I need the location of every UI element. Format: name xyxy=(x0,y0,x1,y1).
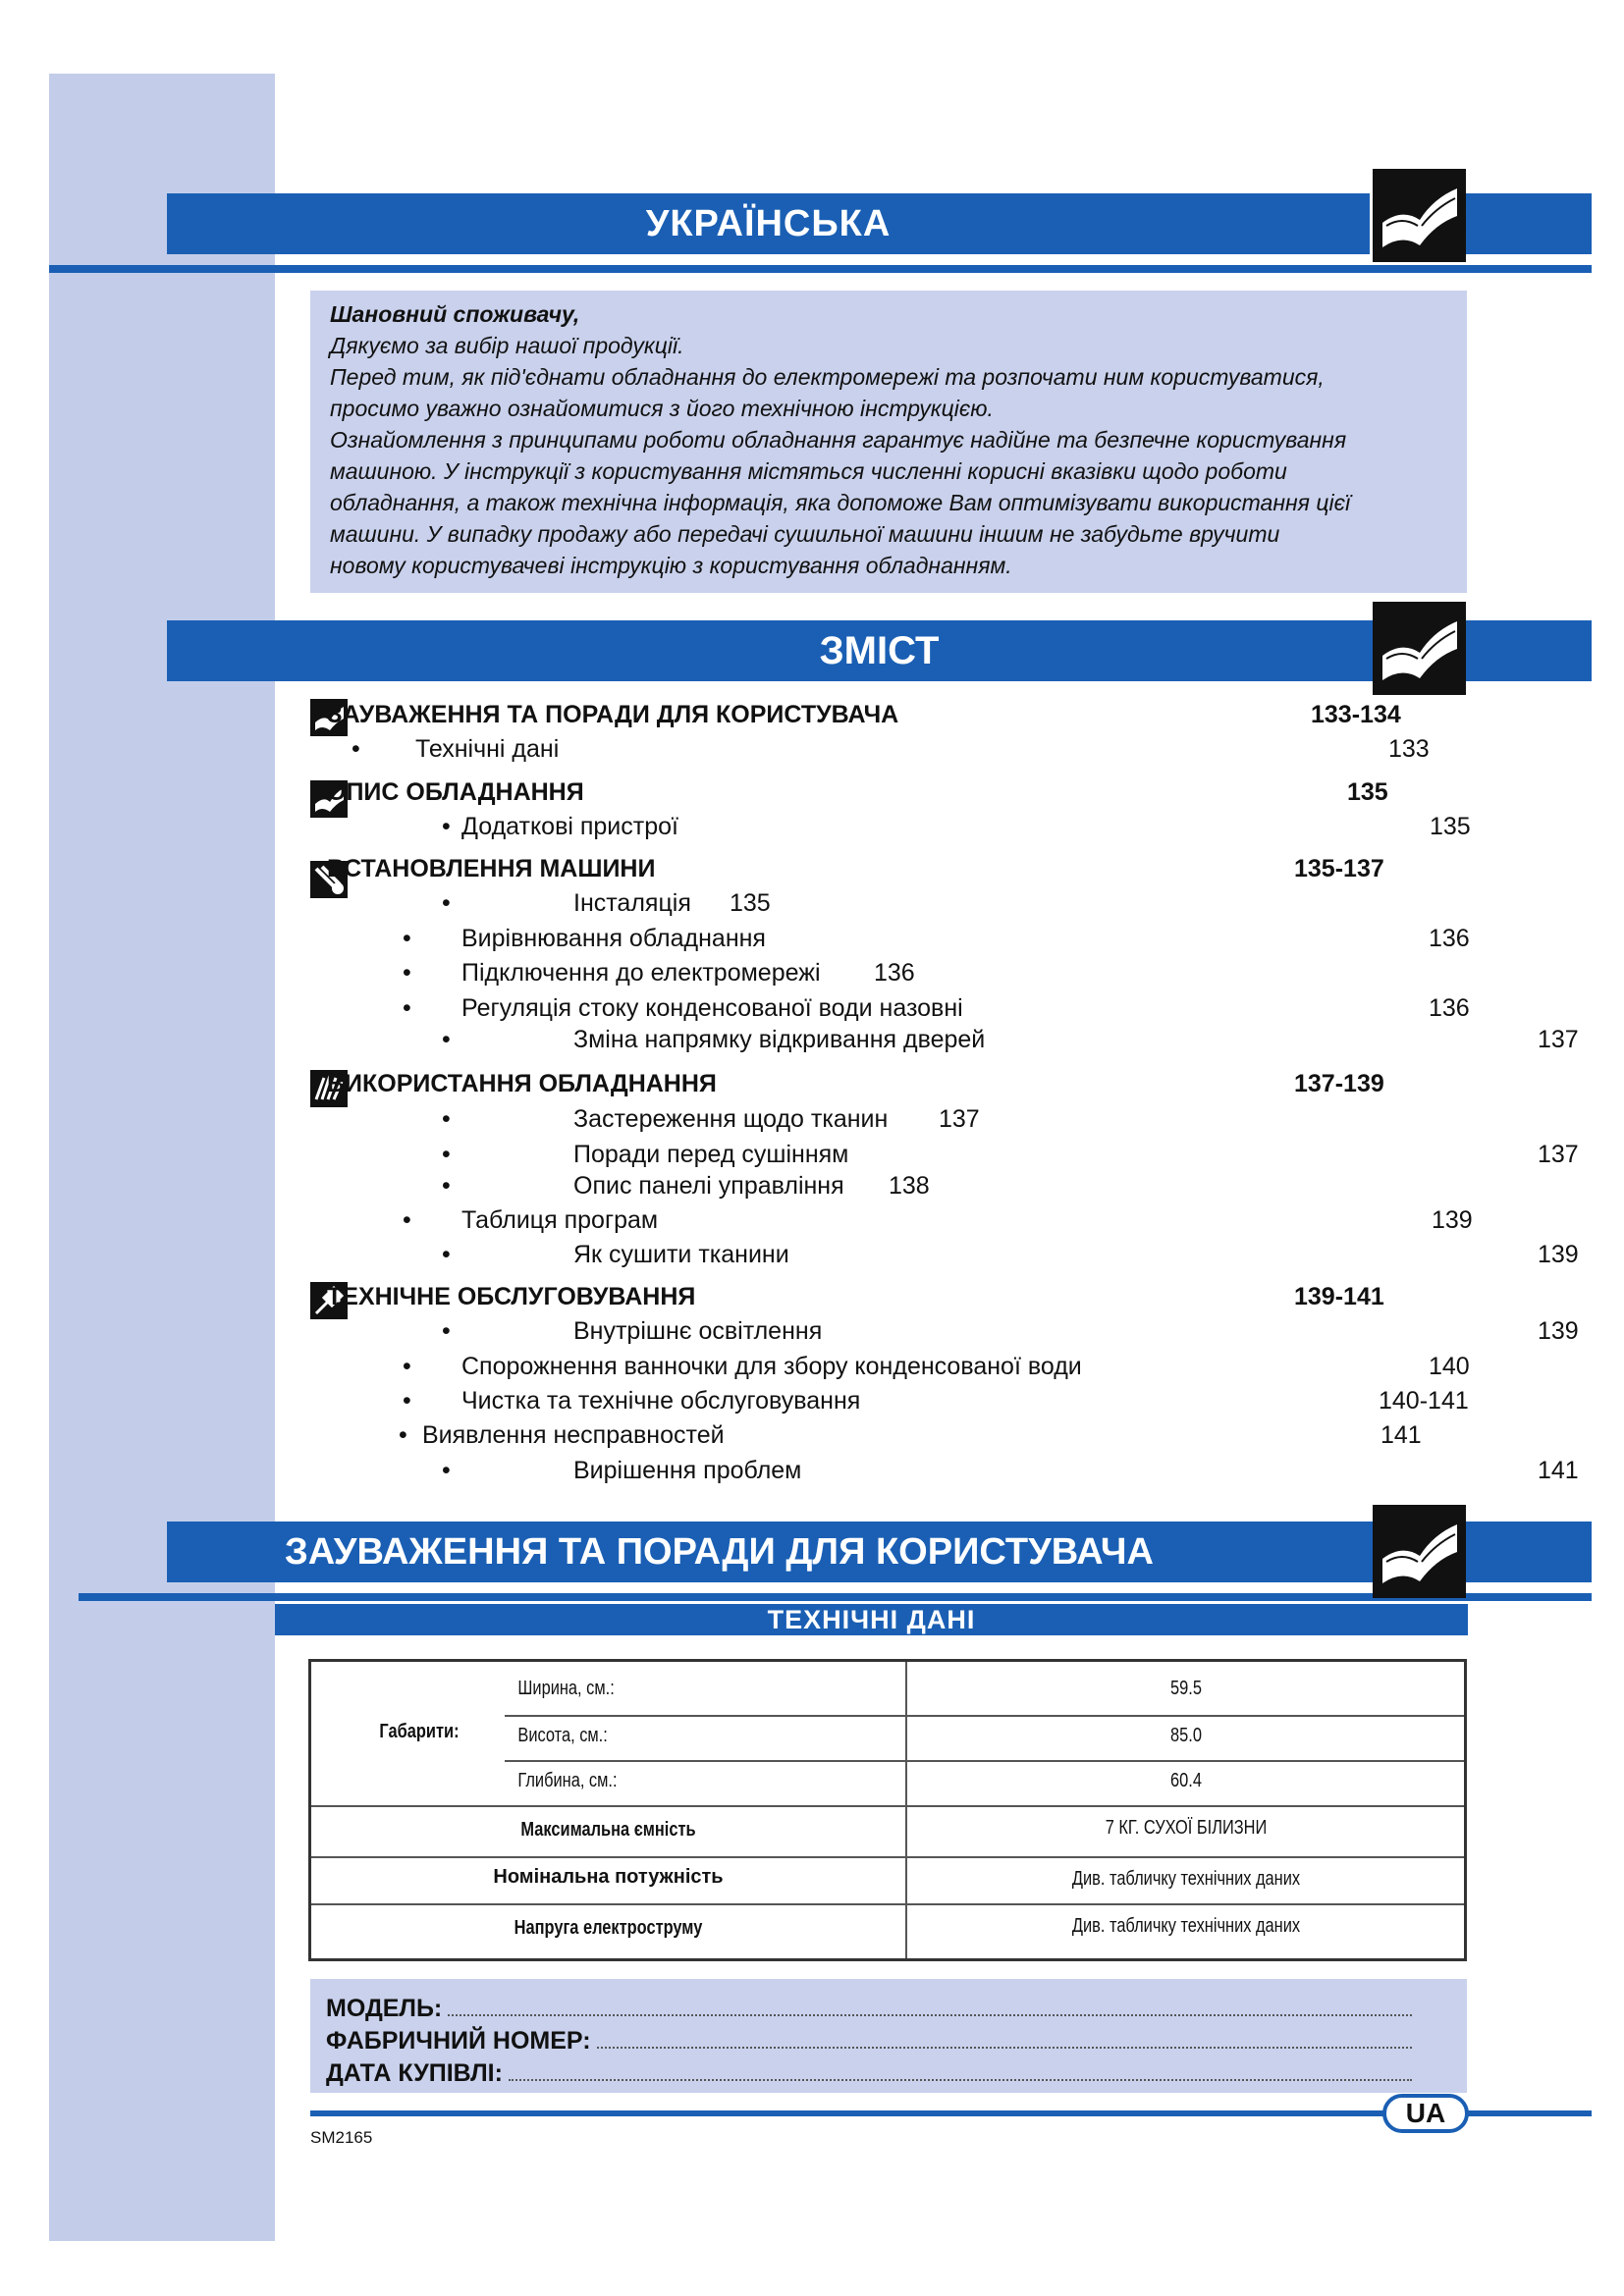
language-title: УКРАЇНСЬКА xyxy=(645,203,892,244)
toc-page: 135-137 xyxy=(1294,855,1384,882)
toc-page: 139 xyxy=(1538,1241,1579,1268)
toc-page: 137 xyxy=(1538,1026,1579,1053)
language-title-bar xyxy=(167,193,1370,254)
toc-title: ЗМІСТ xyxy=(819,629,940,672)
document-code: SM2165 xyxy=(310,2128,373,2147)
toc-page: 139 xyxy=(1432,1206,1473,1234)
toc-bullet: • xyxy=(403,1387,411,1415)
intro-line: Перед тим, як під'єднати обладнання до електромережі та розпочати ним користуватися, xyxy=(330,364,1325,390)
section-title: ЗАУВАЖЕННЯ ТА ПОРАДИ ДЛЯ КОРИСТУВАЧА xyxy=(285,1531,1154,1573)
capacity-label: Максимальна ємність xyxy=(520,1819,696,1841)
toc-heading[interactable]: ВИКОРИСТАННЯ ОБЛАДНАННЯ xyxy=(327,1070,717,1097)
model-row[interactable] xyxy=(326,1991,1451,2023)
toc-bullet: • xyxy=(399,1421,407,1449)
voltage-label: Напруга електроструму xyxy=(514,1917,703,1939)
capacity-value: 7 КГ. СУХОЇ БІЛИЗНИ xyxy=(1105,1817,1268,1839)
toc-page: 138 xyxy=(889,1172,930,1200)
date-label: ДАТА КУПІВЛІ: xyxy=(326,2059,503,2087)
width-label: Ширина, см.: xyxy=(517,1678,615,1699)
toc-item[interactable]: Вирішення проблем xyxy=(573,1457,802,1484)
toc-item[interactable]: Внутрішнє освітлення xyxy=(573,1317,823,1345)
toc-page: 141 xyxy=(1380,1421,1422,1449)
toc-item[interactable]: Чистка та технічне обслуговування xyxy=(461,1387,861,1415)
toc-bullet: • xyxy=(403,959,411,987)
toc-page: 140 xyxy=(1429,1353,1470,1380)
toc-page: 135 xyxy=(730,889,771,917)
power-value: Див. табличку технічних даних xyxy=(1071,1868,1301,1890)
open-book-icon xyxy=(1373,602,1466,695)
toc-item[interactable]: Виявлення несправностей xyxy=(422,1421,725,1449)
toc-item[interactable]: Регуляція стоку конденсованої води назовні xyxy=(461,994,963,1022)
depth-label: Глибина, см.: xyxy=(517,1770,618,1791)
toc-bullet: • xyxy=(442,1241,451,1268)
toc-item[interactable]: Поради перед сушінням xyxy=(573,1141,849,1168)
power-label: Номінальна потужність xyxy=(493,1866,724,1888)
header-underline xyxy=(49,265,1592,273)
dimensions-label: Габарити: xyxy=(379,1721,460,1742)
open-book-icon xyxy=(1373,169,1466,262)
toc-item[interactable]: Таблиця програм xyxy=(461,1206,659,1234)
section-underline xyxy=(79,1593,1592,1601)
toc-bullet: • xyxy=(403,1206,411,1234)
intro-greeting: Шановний споживачу, xyxy=(330,301,580,327)
toc-page: 139 xyxy=(1538,1317,1579,1345)
intro-line: Ознайомлення з принципами роботи обладнання гарантує надійне та безпечне користування xyxy=(330,427,1347,453)
toc-bullet: • xyxy=(403,1353,411,1380)
toc-bullet: • xyxy=(442,1026,451,1053)
toc-bullet: • xyxy=(442,1317,451,1345)
toc-item[interactable]: Застереження щодо тканин xyxy=(573,1105,889,1133)
toc-page: 133 xyxy=(1388,735,1430,763)
intro-line: машини. У випадку продажу або передачі сушильної машини іншим не забудьте вручити xyxy=(330,521,1280,547)
intro-line: просимо уважно ознайомитися з його технічною інструкцією. xyxy=(330,396,994,421)
toc-bullet: • xyxy=(403,994,411,1022)
intro-line: Дякуємо за вибір нашої продукції. xyxy=(330,333,684,358)
toc-page: 136 xyxy=(1429,994,1470,1022)
height-value: 85.0 xyxy=(1170,1725,1202,1746)
intro-panel xyxy=(310,291,1467,593)
toc-bullet: • xyxy=(442,1172,451,1200)
voltage-value: Див. табличку технічних даних xyxy=(1071,1915,1301,1937)
toc-page: 141 xyxy=(1538,1457,1579,1484)
toc-bullet: • xyxy=(442,889,451,917)
toc-item[interactable]: Підключення до електромережі xyxy=(461,959,821,987)
country-badge: UA xyxy=(1382,2094,1469,2133)
toc-page: 137 xyxy=(939,1105,980,1133)
toc-page: 140-141 xyxy=(1379,1387,1469,1415)
toc-page: 139-141 xyxy=(1294,1283,1384,1310)
toc-item[interactable]: Опис панелі управління xyxy=(573,1172,844,1200)
intro-line: обладнання, а також технічна інформація, яка допоможе Вам оптимізувати використання цієї xyxy=(330,490,1351,515)
toc-heading[interactable]: ЗАУВАЖЕННЯ ТА ПОРАДИ ДЛЯ КОРИСТУВАЧА xyxy=(327,701,899,728)
toc-item[interactable]: Як сушити тканини xyxy=(573,1241,789,1268)
width-value: 59.5 xyxy=(1170,1678,1202,1699)
model-label: МОДЕЛЬ: xyxy=(326,1995,443,2022)
product-info-box xyxy=(310,1979,1467,2093)
intro-line: новому користувачеві інструкцію з користування обладнанням. xyxy=(330,553,1012,578)
serial-label: ФАБРИЧНИЙ НОМЕР: xyxy=(326,2027,591,2055)
toc-bullet: • xyxy=(442,1105,451,1133)
date-row[interactable] xyxy=(326,2056,1451,2088)
toc-heading[interactable]: ВСТАНОВЛЕННЯ МАШИНИ xyxy=(327,855,656,882)
toc-item[interactable]: Технічні дані xyxy=(415,735,560,763)
toc-bullet: • xyxy=(403,925,411,952)
toc-page: 135 xyxy=(1430,813,1471,840)
toc-bullet: • xyxy=(352,735,360,763)
toc-page: 137-139 xyxy=(1294,1070,1384,1097)
height-label: Висота, см.: xyxy=(517,1725,608,1746)
toc-page: 135 xyxy=(1347,778,1388,806)
intro-line: машиною. У інструкції з користування містяться численні корисні вказівки щодо роботи xyxy=(330,458,1287,484)
toc-item[interactable]: Вирівнювання обладнання xyxy=(461,925,766,952)
subsection-bar xyxy=(275,1604,1468,1635)
toc-heading[interactable]: ОПИС ОБЛАДНАННЯ xyxy=(327,778,584,806)
toc-page: 137 xyxy=(1538,1141,1579,1168)
toc-page: 136 xyxy=(874,959,915,987)
toc-bullet: • xyxy=(442,1457,451,1484)
subsection-title: ТЕХНІЧНІ ДАНІ xyxy=(767,1605,976,1634)
page-number: 133 xyxy=(1468,191,1535,253)
toc-item[interactable]: Інсталяція xyxy=(573,889,691,917)
toc-page: 136 xyxy=(1429,925,1470,952)
toc-bullet: • xyxy=(442,1141,451,1168)
specs-table xyxy=(308,1659,1467,1961)
toc-bullet: • xyxy=(442,813,451,840)
depth-value: 60.4 xyxy=(1170,1770,1202,1791)
toc-item[interactable]: Зміна напрямку відкривання дверей xyxy=(573,1026,986,1053)
toc-item[interactable]: Додаткові пристрої xyxy=(461,813,678,840)
open-book-icon xyxy=(1373,1505,1466,1598)
serial-row[interactable] xyxy=(326,2023,1451,2056)
toc-heading[interactable]: ТЕХНІЧНЕ ОБСЛУГОВУВАННЯ xyxy=(327,1283,696,1310)
toc-item[interactable]: Спорожнення ванночки для збору конденсованої води xyxy=(461,1353,1082,1380)
toc-page: 133-134 xyxy=(1311,701,1401,728)
side-strip xyxy=(49,74,275,2241)
